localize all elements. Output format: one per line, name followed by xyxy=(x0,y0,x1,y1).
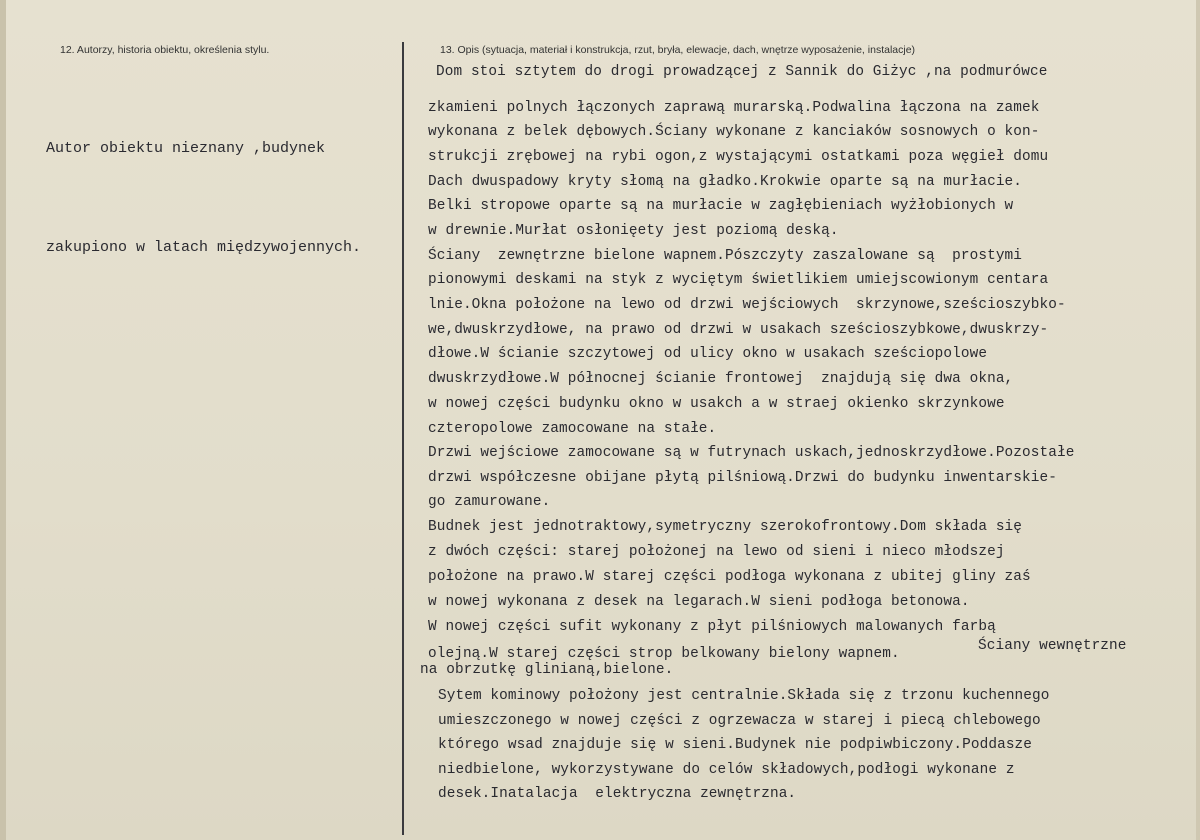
section-12-body xyxy=(46,66,396,330)
text-line: zakupiono w latach międzywojennych. xyxy=(46,239,362,256)
text-line: drzwi współczesne obijane płytą pilśniową.Drzwi do budynku inwentarskie- xyxy=(428,470,1057,486)
page-edge-right xyxy=(1196,0,1200,840)
text-line: Ściany wewnętrzne xyxy=(978,638,1127,654)
text-line: strukcji zrębowej na rybi ogon,z wystającymi ostatkami poza węgieł domu xyxy=(428,149,1049,165)
text-line: Dach dwuspadowy kryty słomą na gładko.Krokwie oparte są na murłacie. xyxy=(428,174,1023,190)
text-line: zkamieni polnych łączonych zaprawą murarską.Podwalina łączona na zamek xyxy=(428,100,1040,116)
text-line: desek.Inatalacja elektryczna zewnętrzna. xyxy=(438,786,797,802)
text-line: we,dwuskrzydłowe, na prawo od drzwi w usakach sześcioszybkowe,dwuskrzy- xyxy=(428,322,1049,338)
text-line: dwuskrzydłowe.W północnej ścianie frontowej znajdują się dwa okna, xyxy=(428,371,1014,387)
text-line: którego wsad znajduje się w sieni.Budynek nie podpiwbiczony.Poddasze xyxy=(438,737,1033,753)
text-line: Drzwi wejściowe zamocowane są w futrynach uskach,jednoskrzydłowe.Pozostałe xyxy=(428,445,1075,461)
text-line: Ściany zewnętrzne bielone wapnem.Pószczyty zaszalowane są prostymi xyxy=(428,248,1023,264)
text-line: z dwóch części: starej położonej na lewo od sieni i nieco młodszej xyxy=(428,544,1005,560)
text-line: Belki stropowe oparte są na murłacie w zagłębieniach wyżłobionych w xyxy=(428,198,1014,214)
text-line: Sytem kominowy położony jest centralnie.Składa się z trzonu kuchennego xyxy=(438,688,1050,704)
text-line: pionowymi deskami na styk z wyciętym świetlikiem umiejscowionym centara xyxy=(428,272,1049,288)
text-line: w nowej części budynku okno w usakch a w straej okienko skrzynkowe xyxy=(428,396,1005,412)
text-line: Autor obiektu nieznany ,budynek xyxy=(46,140,326,157)
text-line: umieszczonego w nowej części z ogrzewacza w starej i piecą chlebowego xyxy=(438,713,1041,729)
text-line: lnie.Okna położone na lewo od drzwi wejściowych skrzynowe,sześcioszybko- xyxy=(428,297,1066,313)
text-line: olejną.W starej części strop belkowany bielony wapnem. xyxy=(428,646,900,662)
text-line: położone na prawo.W starej części podłoga wykonana z ubitej gliny zaś xyxy=(428,569,1031,585)
page-edge-left xyxy=(0,0,6,840)
text-line: czteropolowe zamocowane na stałe. xyxy=(428,421,717,437)
section-13-header: 13. Opis (sytuacja, materiał i konstrukcja, rzut, bryła, elewacje, dach, wnętrze wyposażenie, instalacje) xyxy=(440,44,916,56)
text-line: niedbielone, wykorzystywane do celów składowych,podłogi wykonane z xyxy=(438,762,1015,778)
text-line: Dom stoi sztytem do drogi prowadzącej z Sannik do Giżyc ,na podmurówce xyxy=(436,64,1048,80)
text-line: go zamurowane. xyxy=(428,494,551,510)
section-12-header: 12. Autorzy, historia obiektu, określenia stylu. xyxy=(60,44,270,56)
text-line: na obrzutkę glinianą,bielone. xyxy=(420,662,674,678)
text-line: w drewnie.Murłat osłonięety jest poziomą deską. xyxy=(428,223,839,239)
column-divider xyxy=(402,42,404,835)
text-line: dłowe.W ścianie szczytowej od ulicy okno w usakach sześciopolowe xyxy=(428,346,988,362)
text-line: W nowej części sufit wykonany z płyt pilśniowych malowanych farbą xyxy=(428,619,996,635)
text-line: Budnek jest jednotraktowy,symetryczny szerokofrontowy.Dom składa się xyxy=(428,519,1023,535)
text-line: wykonana z belek dębowych.Ściany wykonane z kanciaków sosnowych o kon- xyxy=(428,124,1040,140)
text-line: w nowej wykonana z desek na legarach.W sieni podłoga betonowa. xyxy=(428,594,970,610)
